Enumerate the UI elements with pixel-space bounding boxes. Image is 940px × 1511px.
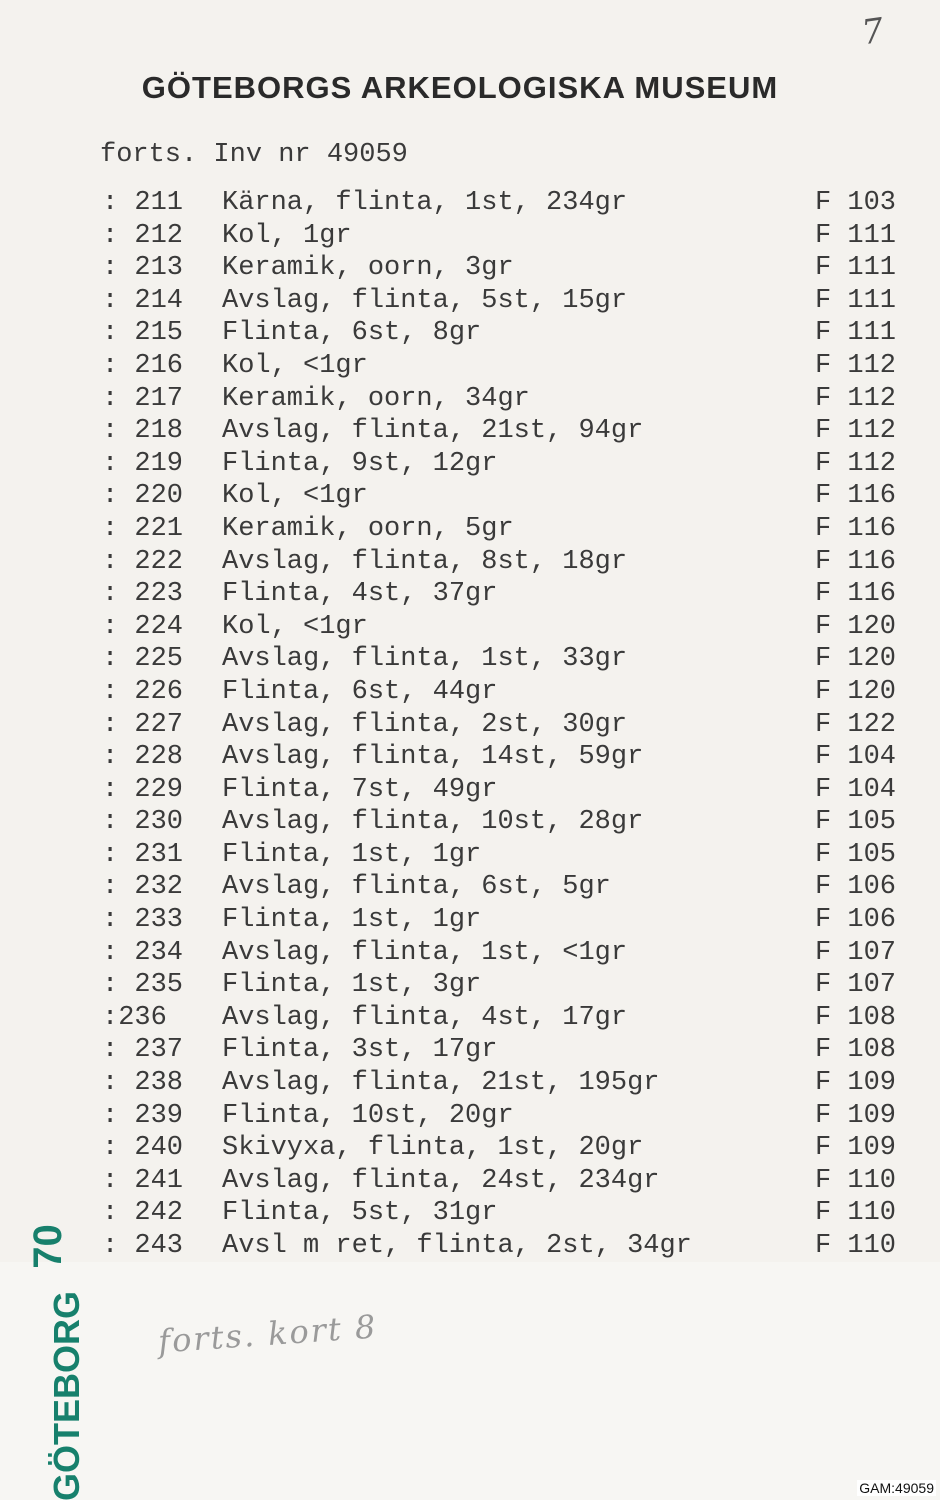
inventory-row <box>0 1231 940 1264</box>
inventory-row <box>0 481 940 514</box>
entry-description: Kol, <1gr <box>222 611 368 642</box>
entry-reference: F 110 <box>815 1198 897 1229</box>
entry-number: : 233 <box>102 905 184 936</box>
entry-number: : 213 <box>102 253 184 284</box>
page-number: 7 <box>859 10 887 54</box>
entry-reference: F 111 <box>815 220 897 251</box>
entry-reference: F 105 <box>815 807 897 838</box>
inventory-row <box>0 807 940 840</box>
entry-number: : 214 <box>102 285 184 316</box>
entry-reference: F 105 <box>815 839 897 870</box>
entry-description: Flinta, 1st, 1gr <box>222 905 482 936</box>
entry-description: Kol, <1gr <box>222 481 368 512</box>
entry-number: : 223 <box>102 579 184 610</box>
entry-number: : 229 <box>102 774 184 805</box>
museum-stamp <box>25 1210 87 1502</box>
entry-reference: F 112 <box>815 350 897 381</box>
entry-reference: F 112 <box>815 416 897 447</box>
entry-number: : 222 <box>102 546 184 577</box>
entry-reference: F 116 <box>815 579 897 610</box>
entry-number: : 234 <box>102 937 184 968</box>
entry-description: Avslag, flinta, 14st, 59gr <box>222 742 644 773</box>
entry-number: : 238 <box>102 1068 184 1099</box>
entry-reference: F 104 <box>815 774 897 805</box>
entry-description: Flinta, 1st, 1gr <box>222 839 482 870</box>
entry-number: : 237 <box>102 1035 184 1066</box>
inventory-row <box>0 677 940 710</box>
entry-description: Avslag, flinta, 1st, <1gr <box>222 937 628 968</box>
entry-description: Avslag, flinta, 21st, 94gr <box>222 416 644 447</box>
entry-description: Flinta, 6st, 44gr <box>222 676 498 707</box>
museum-title: GÖTEBORGS ARKEOLOGISKA MUSEUM <box>141 70 779 105</box>
entry-description: Keramik, oorn, 3gr <box>222 253 514 284</box>
archive-id: GAM:49059 <box>859 1480 934 1496</box>
entry-description: Avslag, flinta, 6st, 5gr <box>222 872 611 903</box>
entry-number: : 242 <box>102 1198 184 1229</box>
entry-reference: F 109 <box>815 1068 897 1099</box>
inventory-row <box>0 416 940 449</box>
entry-reference: F 109 <box>815 1100 897 1131</box>
entry-number: : 216 <box>102 350 184 381</box>
entry-number: : 240 <box>102 1133 184 1164</box>
inventory-row <box>0 514 940 547</box>
entry-number: : 241 <box>102 1165 184 1196</box>
inventory-row <box>0 1101 940 1134</box>
entry-number: : 231 <box>102 839 184 870</box>
inventory-row <box>0 188 940 221</box>
entry-number: : 226 <box>102 676 184 707</box>
handwritten-note: forts. kort 8 <box>156 1307 379 1361</box>
inventory-row <box>0 710 940 743</box>
entry-number: : 228 <box>102 742 184 773</box>
inventory-row <box>0 547 940 580</box>
entry-number: : 215 <box>102 318 184 349</box>
entry-description: Kärna, flinta, 1st, 234gr <box>222 188 628 218</box>
inventory-row <box>0 221 940 254</box>
entry-description: Avslag, flinta, 21st, 195gr <box>222 1068 660 1099</box>
entry-number: : 232 <box>102 872 184 903</box>
entry-reference: F 111 <box>815 253 897 284</box>
inventory-row <box>0 449 940 482</box>
entry-reference: F 111 <box>815 285 897 316</box>
entry-reference: F 107 <box>815 970 897 1001</box>
entry-description: Flinta, 7st, 49gr <box>222 774 498 805</box>
entry-reference: F 116 <box>815 513 897 544</box>
entry-description: Avslag, flinta, 10st, 28gr <box>222 807 644 838</box>
entry-description: Flinta, 10st, 20gr <box>222 1100 514 1131</box>
entry-reference: F 112 <box>815 383 897 414</box>
entry-description: Avslag, flinta, 24st, 234gr <box>222 1165 660 1196</box>
entry-reference: F 120 <box>815 644 897 675</box>
inventory-row <box>0 644 940 677</box>
entry-description: Flinta, 3st, 17gr <box>222 1035 498 1066</box>
entry-description: Keramik, oorn, 5gr <box>222 513 514 544</box>
inventory-row <box>0 840 940 873</box>
inventory-row <box>0 1035 940 1068</box>
entry-number: : 211 <box>102 188 184 218</box>
inventory-row <box>0 1198 940 1231</box>
entry-description: Flinta, 4st, 37gr <box>222 579 498 610</box>
stamp-number: 70 <box>25 1224 70 1269</box>
entry-description: Keramik, oorn, 34gr <box>222 383 530 414</box>
entry-description: Avslag, flinta, 8st, 18gr <box>222 546 628 577</box>
inventory-row <box>0 938 940 971</box>
entry-number: : 243 <box>102 1231 184 1261</box>
entry-reference: F 120 <box>815 676 897 707</box>
entry-number: : 239 <box>102 1100 184 1131</box>
entry-description: Flinta, 5st, 31gr <box>222 1198 498 1229</box>
entry-reference: F 103 <box>815 188 897 218</box>
entry-number: : 220 <box>102 481 184 512</box>
entry-reference: F 111 <box>815 318 897 349</box>
entry-reference: F 106 <box>815 905 897 936</box>
inventory-row <box>0 905 940 938</box>
entry-description: Avslag, flinta, 2st, 30gr <box>222 709 628 740</box>
entry-number: : 218 <box>102 416 184 447</box>
entry-reference: F 107 <box>815 937 897 968</box>
entry-number: : 212 <box>102 220 184 251</box>
entry-description: Avsl m ret, flinta, 2st, 34gr <box>222 1231 692 1261</box>
entry-reference: F 116 <box>815 481 897 512</box>
inventory-header: forts. Inv nr 49059 <box>100 140 408 170</box>
entry-reference: F 108 <box>815 1002 897 1033</box>
inventory-row <box>0 253 940 286</box>
entry-number: : 235 <box>102 970 184 1001</box>
stamp-city: GÖTEBORG <box>46 1291 87 1502</box>
card-lower-section <box>0 1262 940 1500</box>
inventory-row <box>0 1166 940 1199</box>
entry-reference: F 122 <box>815 709 897 740</box>
entry-description: Kol, <1gr <box>222 350 368 381</box>
entry-reference: F 112 <box>815 448 897 479</box>
inventory-list <box>0 188 940 1264</box>
inventory-row <box>0 1003 940 1036</box>
inventory-row <box>0 579 940 612</box>
inventory-row <box>0 1068 940 1101</box>
entry-number: :236 <box>102 1002 167 1033</box>
entry-reference: F 109 <box>815 1133 897 1164</box>
entry-description: Flinta, 1st, 3gr <box>222 970 482 1001</box>
inventory-row <box>0 286 940 319</box>
entry-description: Flinta, 9st, 12gr <box>222 448 498 479</box>
entry-reference: F 120 <box>815 611 897 642</box>
inventory-row <box>0 612 940 645</box>
entry-description: Avslag, flinta, 5st, 15gr <box>222 285 628 316</box>
entry-number: : 217 <box>102 383 184 414</box>
inventory-row <box>0 351 940 384</box>
entry-number: : 224 <box>102 611 184 642</box>
entry-reference: F 108 <box>815 1035 897 1066</box>
entry-number: : 225 <box>102 644 184 675</box>
entry-description: Avslag, flinta, 4st, 17gr <box>222 1002 628 1033</box>
entry-number: : 221 <box>102 513 184 544</box>
entry-number: : 219 <box>102 448 184 479</box>
inventory-row <box>0 970 940 1003</box>
inventory-row <box>0 872 940 905</box>
entry-description: Kol, 1gr <box>222 220 352 251</box>
entry-reference: F 106 <box>815 872 897 903</box>
entry-description: Skivyxa, flinta, 1st, 20gr <box>222 1133 644 1164</box>
inventory-row <box>0 1133 940 1166</box>
entry-reference: F 110 <box>815 1165 897 1196</box>
entry-reference: F 104 <box>815 742 897 773</box>
entry-description: Flinta, 6st, 8gr <box>222 318 482 349</box>
inventory-row <box>0 384 940 417</box>
entry-reference: F 110 <box>815 1231 897 1261</box>
entry-reference: F 116 <box>815 546 897 577</box>
entry-number: : 230 <box>102 807 184 838</box>
entry-description: Avslag, flinta, 1st, 33gr <box>222 644 628 675</box>
inventory-row <box>0 742 940 775</box>
entry-number: : 227 <box>102 709 184 740</box>
inventory-row <box>0 318 940 351</box>
inventory-row <box>0 775 940 808</box>
